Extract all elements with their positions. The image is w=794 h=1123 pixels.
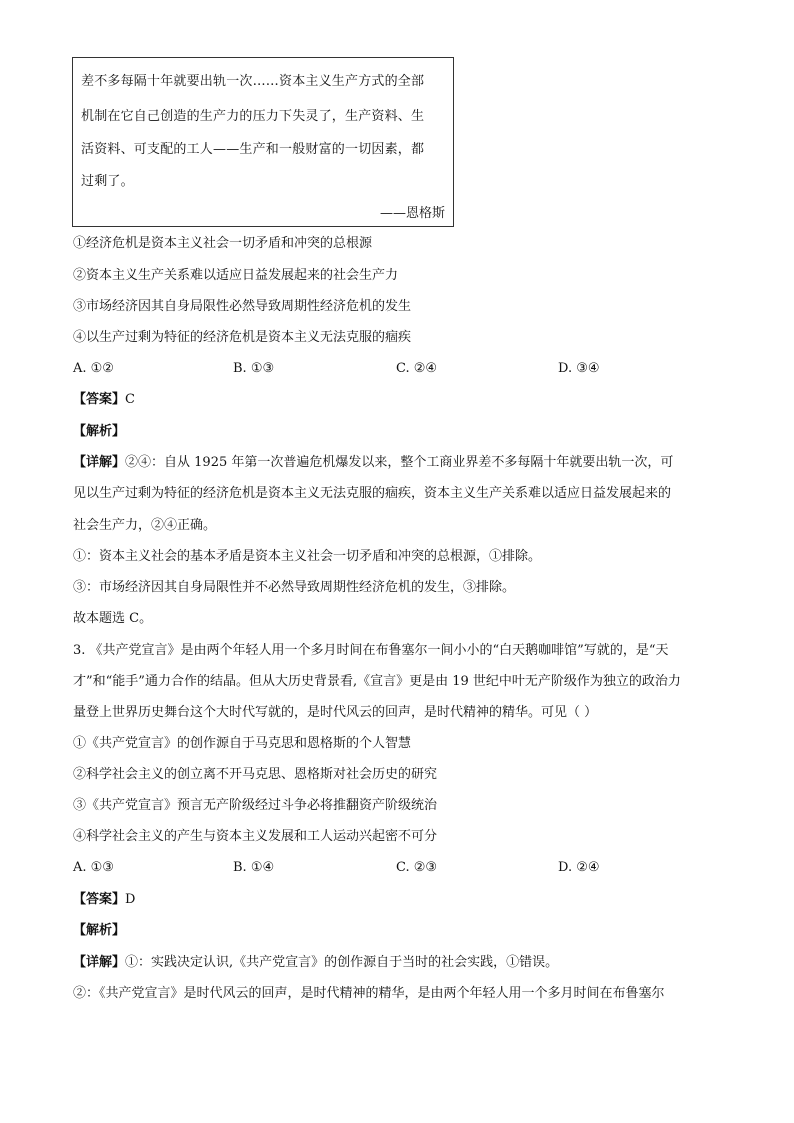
quote-author: ——恩格斯 [379, 206, 445, 221]
q3-answer-tag: 【答案】 [73, 892, 126, 907]
quote-line: 机制在它自己创造的生产力的压力下失灵了，生产资料、生 [81, 109, 425, 124]
q2-detail-line: ②④：自从 1925 年第一次普遍危机爆发以来，整个工商业界差不多每隔十年就要出轨一次，可 [125, 455, 674, 470]
quote-line: 差不多每隔十年就要出轨一次……资本主义生产方式的全部 [81, 74, 425, 89]
q2-exclusion-line: ③：市场经济因其自身局限性并不必然导致周期性经济危机的发生，③排除。 [73, 580, 516, 595]
quote-line: 活资料、可支配的工人——生产和一般财富的一切因素，都 [81, 142, 425, 157]
q3-analysis-tag: 【解析】 [73, 923, 126, 938]
q3-statement: ③《共产党宣言》预言无产阶级经过斗争必将推翻资产阶级统治 [73, 798, 438, 813]
q3-answer: D [125, 892, 136, 907]
q3-detail-row [73, 955, 558, 971]
q3-detail-tag: 【详解】 [73, 955, 126, 970]
q2-statement: ②资本主义生产关系难以适应日益发展起来的社会生产力 [73, 268, 399, 283]
q2-statement: ①经济危机是资本主义社会一切矛盾和冲突的总根源 [73, 236, 373, 251]
quote-box [72, 57, 454, 227]
q2-detail-line: 见以生产过剩为特征的经济危机是资本主义无法克服的痼疾，资本主义生产关系难以适应日益发展起来的 [73, 486, 672, 501]
q3-detail-line: ①：实践决定认识,《共产党宣言》的创作源自于当时的社会实践，①错误。 [125, 955, 559, 970]
q3-option-b: B. ①④ [233, 860, 275, 875]
q2-option-b: B. ①③ [233, 361, 275, 376]
q2-exclusion-line: ①：资本主义社会的基本矛盾是资本主义社会一切矛盾和冲突的总根源，①排除。 [73, 549, 542, 564]
q3-stem-line: 量登上世界历史舞台这个大时代写就的，是时代风云的回声，是时代精神的精华。可见（ ） [73, 705, 598, 720]
q2-detail-line: 社会生产力，②④正确。 [73, 518, 217, 533]
q3-stem-line: 才”和“能手”通力合作的结晶。但从大历史背景看,《宣言》更是由 19 世纪中叶无产阶级作为独立的政治力 [73, 674, 681, 689]
q2-answer: C [125, 392, 135, 407]
q3-statement: ④科学社会主义的产生与资本主义发展和工人运动兴起密不可分 [73, 829, 438, 844]
q2-option-c: C. ②④ [396, 361, 438, 376]
quote-line: 过剩了。 [81, 174, 134, 189]
q2-statement: ④以生产过剩为特征的经济危机是资本主义无法克服的痼疾 [73, 330, 412, 345]
q2-option-d: D. ③④ [558, 361, 600, 376]
q2-conclusion: 故本题选 C。 [73, 611, 153, 626]
q3-option-a: A. ①③ [73, 860, 114, 875]
q3-option-d: D. ②④ [558, 860, 600, 875]
q3-stem-line: 3. 《共产党宣言》是由两个年轻人用一个多月时间在布鲁塞尔一间小小的“白天鹅咖啡馆”写就的，是“天 [73, 643, 669, 658]
q3-option-c: C. ②③ [396, 860, 438, 875]
q2-detail-tag: 【详解】 [73, 455, 126, 470]
q2-option-a: A. ①② [73, 361, 114, 376]
q2-analysis-tag: 【解析】 [73, 424, 126, 439]
q3-statement: ①《共产党宣言》的创作源自于马克思和恩格斯的个人智慧 [73, 736, 412, 751]
q2-answer-row [73, 392, 135, 408]
q2-statement: ③市场经济因其自身局限性必然导致周期性经济危机的发生 [73, 299, 412, 314]
q2-answer-tag: 【答案】 [73, 392, 126, 407]
q3-answer-row [73, 892, 135, 908]
q2-detail-row [73, 455, 673, 471]
q3-statement: ②科学社会主义的创立离不开马克思、恩格斯对社会历史的研究 [73, 767, 438, 782]
q3-detail-line: ②：《共产党宣言》是时代风云的回声，是时代精神的精华，是由两个年轻人用一个多月时间在布鲁塞尔 [73, 986, 665, 1001]
